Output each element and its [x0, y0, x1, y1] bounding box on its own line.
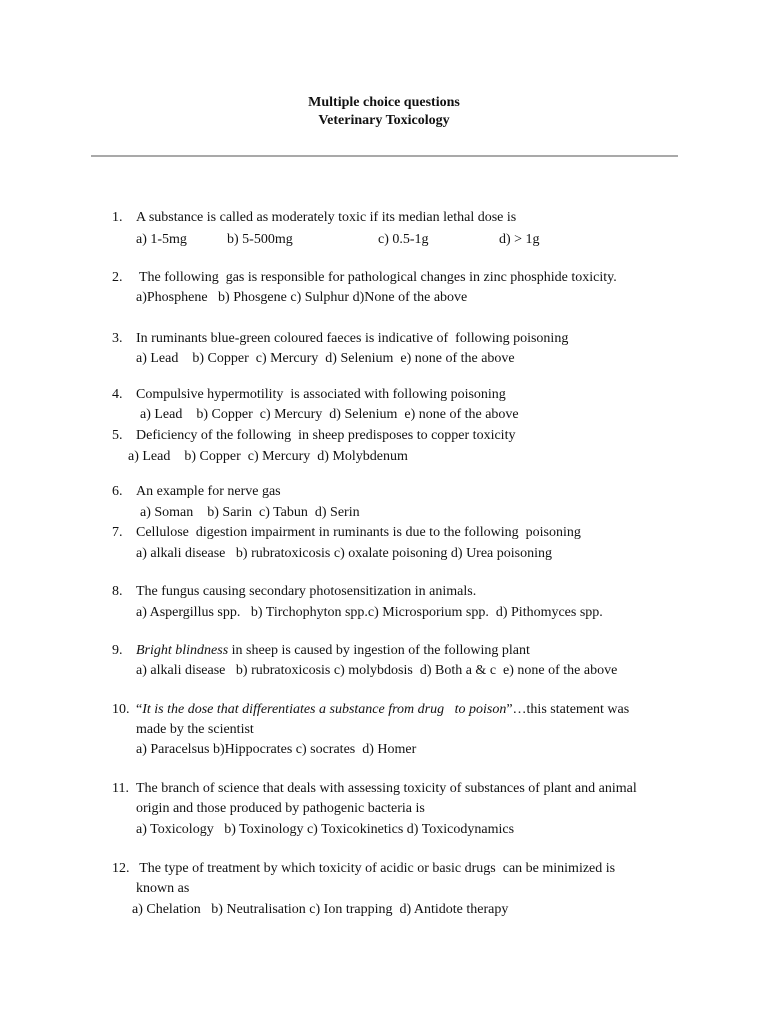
question-text-rest: in sheep is caused by ingestion of the following plant: [228, 643, 530, 658]
question-number: 9.: [112, 643, 123, 658]
question-options: a) Soman b) Sarin c) Tabun d) Serin: [140, 505, 360, 520]
question-text: An example for nerve gas: [136, 484, 281, 499]
question-number: 1.: [112, 210, 123, 225]
question-number: 8.: [112, 584, 123, 599]
question-options: a) Toxicology b) Toxinology c) Toxicokinetics d) Toxicodynamics: [136, 822, 515, 837]
question-number: 4.: [112, 387, 123, 402]
question-options: a) alkali disease b) rubratoxicosis c) molybdosis d) Both a & c e) none of the above: [136, 663, 618, 678]
question-text: In ruminants blue-green coloured faeces is indicative of following poisoning: [136, 331, 569, 346]
question-text: The branch of science that deals with assessing toxicity of substances of plant and animal: [136, 781, 637, 796]
question-options: a) Paracelsus b)Hippocrates c) socrates d) Homer: [136, 742, 417, 757]
italic-quote: It is the dose that differentiates a substance from drug to poison: [142, 702, 507, 717]
question-number: 10.: [112, 702, 130, 717]
open-quote: “: [136, 702, 143, 717]
question-text-line2: made by the scientist: [136, 722, 254, 737]
question-text: The fungus causing secondary photosensitization in animals.: [136, 584, 477, 599]
option-d: d) > 1g: [499, 232, 540, 247]
question-text: Compulsive hypermotility is associated with following poisoning: [136, 387, 506, 402]
question-options: a) Lead b) Copper c) Mercury d) Molybdenum: [128, 449, 408, 464]
question-text: A substance is called as moderately toxic if its median lethal dose is: [136, 210, 517, 225]
option-c: c) 0.5-1g: [378, 232, 429, 247]
question-number: 11.: [112, 781, 129, 796]
question-text: [136, 641, 530, 661]
question-options: a) Chelation b) Neutralisation c) Ion trapping d) Antidote therapy: [132, 902, 509, 917]
document-title: Multiple choice questions: [308, 95, 460, 110]
option-b: b) 5-500mg: [227, 232, 293, 247]
question-options: a)Phosphene b) Phosgene c) Sulphur d)None of the above: [136, 290, 468, 305]
option-a: a) 1-5mg: [136, 232, 187, 247]
question-text: Cellulose digestion impairment in ruminants is due to the following poisoning: [136, 525, 581, 540]
question-number: 5.: [112, 428, 123, 443]
italic-phrase: Bright blindness: [136, 643, 229, 658]
question-text: Deficiency of the following in sheep predisposes to copper toxicity: [136, 428, 516, 443]
document-subtitle: Veterinary Toxicology: [318, 113, 450, 128]
question-text-line2: origin and those produced by pathogenic bacteria is: [136, 801, 425, 816]
question-text: The type of treatment by which toxicity of acidic or basic drugs can be minimized is: [136, 861, 616, 876]
title-divider: [91, 155, 678, 157]
question-text-line2: known as: [136, 881, 190, 896]
question-number: 3.: [112, 331, 123, 346]
question-number: 6.: [112, 484, 123, 499]
close-quote-text: ”…this statement was: [506, 702, 630, 717]
question-text: [136, 700, 629, 720]
question-text: The following gas is responsible for pathological changes in zinc phosphide toxicity.: [139, 270, 617, 285]
question-options: a) alkali disease b) rubratoxicosis c) oxalate poisoning d) Urea poisoning: [136, 546, 552, 561]
question-number: 7.: [112, 525, 123, 540]
question-number: 12.: [112, 861, 130, 876]
question-options: a) Lead b) Copper c) Mercury d) Selenium e) none of the above: [136, 351, 515, 366]
question-options: a) Lead b) Copper c) Mercury d) Selenium e) none of the above: [140, 407, 519, 422]
question-options: a) Aspergillus spp. b) Tirchophyton spp.c) Microsporium spp. d) Pithomyces spp.: [136, 605, 603, 620]
question-number: 2.: [112, 270, 123, 285]
